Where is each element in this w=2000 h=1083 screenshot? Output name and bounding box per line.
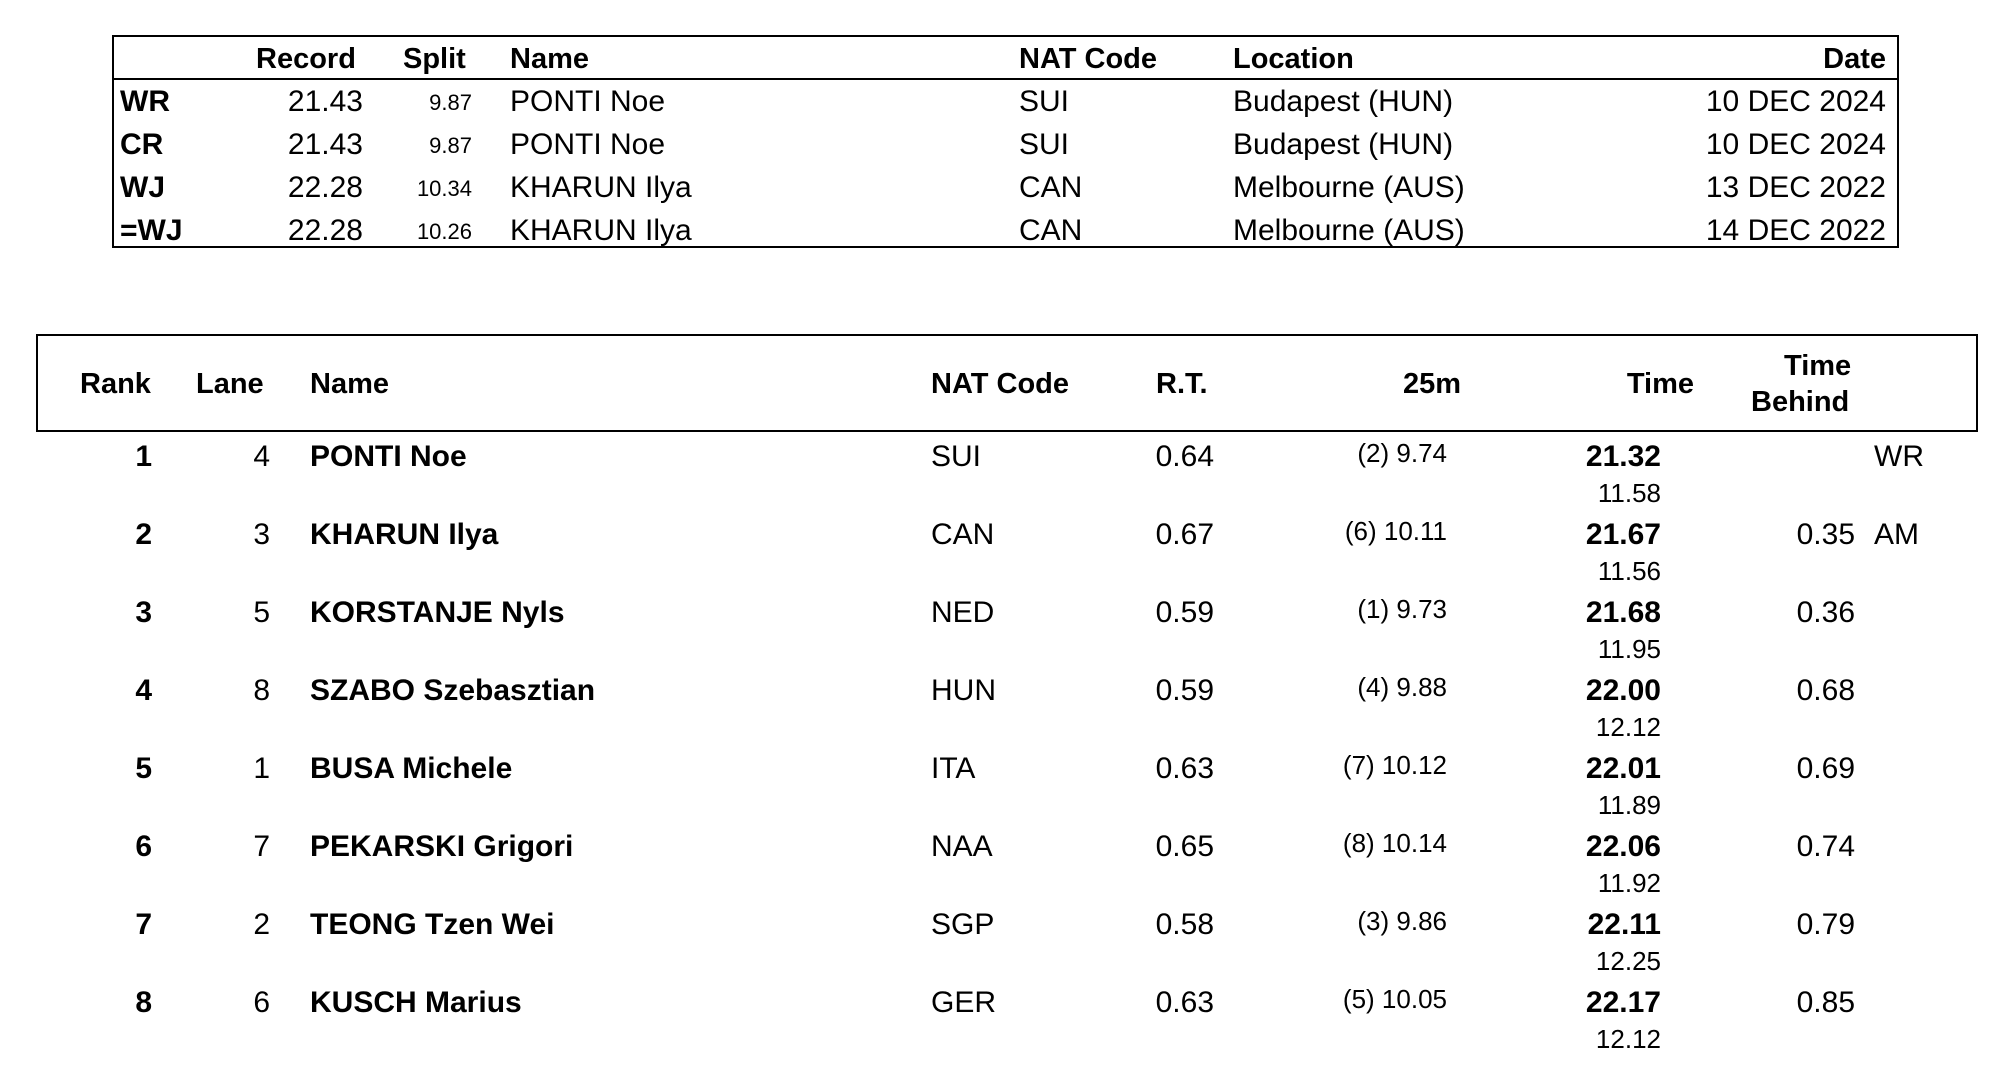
result-name: KHARUN Ilya <box>310 518 499 551</box>
record-date: 10 DEC 2024 <box>1705 128 1886 161</box>
result-nat: CAN <box>931 518 995 551</box>
records-header-divider <box>114 78 1897 80</box>
result-rank: 2 <box>135 518 152 551</box>
result-reaction-time: 0.58 <box>1155 908 1214 941</box>
results-header-time-behind-2: Behind <box>1751 386 1850 418</box>
result-split-50m: 12.12 <box>1595 1024 1661 1054</box>
results-header-time: Time <box>1626 368 1694 400</box>
record-split: 9.87 <box>429 90 472 115</box>
record-name: PONTI Noe <box>510 128 666 161</box>
records-header-split: Split <box>403 43 466 75</box>
result-nat: GER <box>931 986 997 1019</box>
result-split-25m: (3) 9.86 <box>1357 906 1447 936</box>
result-time-behind: 0.36 <box>1796 596 1855 629</box>
result-lane: 7 <box>253 830 270 863</box>
result-reaction-time: 0.59 <box>1155 596 1214 629</box>
result-reaction-time: 0.63 <box>1155 986 1214 1019</box>
result-record-tag: WR <box>1874 440 1924 473</box>
record-time: 22.28 <box>287 171 363 204</box>
result-nat: SUI <box>931 440 982 473</box>
result-row <box>0 518 2000 596</box>
result-split-25m: (7) 10.12 <box>1342 750 1447 780</box>
result-split-25m: (5) 10.05 <box>1342 984 1447 1014</box>
record-split: 10.26 <box>416 219 472 244</box>
result-time-behind: 0.69 <box>1796 752 1855 785</box>
result-time-behind: 0.68 <box>1796 674 1855 707</box>
record-location: Melbourne (AUS) <box>1233 214 1465 247</box>
record-split: 9.87 <box>429 133 472 158</box>
results-header-25m: 25m <box>1402 368 1461 400</box>
result-time: 22.06 <box>1585 830 1661 863</box>
result-split-50m: 12.25 <box>1595 946 1661 976</box>
result-row <box>0 986 2000 1064</box>
result-time: 22.17 <box>1585 986 1661 1019</box>
result-lane: 4 <box>253 440 270 473</box>
result-lane: 5 <box>253 596 270 629</box>
result-nat: NED <box>931 596 995 629</box>
record-time: 21.43 <box>287 85 363 118</box>
result-time-behind: 0.85 <box>1796 986 1855 1019</box>
record-nat: SUI <box>1019 85 1070 118</box>
result-time: 21.68 <box>1585 596 1661 629</box>
results-header-time-behind-1: Time <box>1784 350 1852 382</box>
record-time: 22.28 <box>287 214 363 247</box>
result-name: PEKARSKI Grigori <box>310 830 574 863</box>
record-location: Melbourne (AUS) <box>1233 171 1465 204</box>
record-name: KHARUN Ilya <box>510 214 692 247</box>
result-rank: 7 <box>135 908 152 941</box>
result-rank: 1 <box>135 440 152 473</box>
records-header-date: Date <box>1823 43 1886 75</box>
results-header-rank: Rank <box>80 368 151 400</box>
result-nat: ITA <box>931 752 976 785</box>
results-header-rt: R.T. <box>1156 368 1208 400</box>
result-row <box>0 752 2000 830</box>
result-time: 21.32 <box>1585 440 1661 473</box>
result-row <box>0 596 2000 674</box>
result-split-50m: 12.12 <box>1595 712 1661 742</box>
record-nat: SUI <box>1019 128 1070 161</box>
result-split-25m: (8) 10.14 <box>1342 828 1447 858</box>
record-date: 13 DEC 2022 <box>1705 171 1886 204</box>
record-code: =WJ <box>120 214 183 247</box>
record-code: WR <box>120 85 170 118</box>
result-reaction-time: 0.59 <box>1155 674 1214 707</box>
record-date: 14 DEC 2022 <box>1705 214 1886 247</box>
result-split-50m: 11.92 <box>1597 868 1661 898</box>
result-lane: 1 <box>253 752 270 785</box>
record-code: CR <box>120 128 164 161</box>
result-rank: 8 <box>135 986 152 1019</box>
result-time: 22.00 <box>1585 674 1661 707</box>
result-nat: SGP <box>931 908 995 941</box>
result-lane: 2 <box>253 908 270 941</box>
records-header-location: Location <box>1233 43 1354 75</box>
record-location: Budapest (HUN) <box>1233 128 1454 161</box>
result-reaction-time: 0.63 <box>1155 752 1214 785</box>
records-table <box>112 35 1899 248</box>
result-split-25m: (2) 9.74 <box>1357 438 1447 468</box>
result-time: 21.67 <box>1585 518 1661 551</box>
result-rank: 5 <box>135 752 152 785</box>
result-time: 22.11 <box>1587 908 1661 941</box>
result-rank: 4 <box>135 674 152 707</box>
results-header-name: Name <box>310 368 389 400</box>
result-name: PONTI Noe <box>310 440 467 473</box>
result-row <box>0 440 2000 518</box>
results-header-nat-code: NAT Code <box>931 368 1070 400</box>
result-split-25m: (1) 9.73 <box>1357 594 1447 624</box>
result-name: KUSCH Marius <box>310 986 522 1019</box>
records-header-record: Record <box>256 43 356 75</box>
result-rank: 6 <box>135 830 152 863</box>
result-time-behind: 0.79 <box>1796 908 1855 941</box>
record-time: 21.43 <box>287 128 363 161</box>
result-split-25m: (6) 10.11 <box>1344 516 1447 546</box>
result-name: SZABO Szebasztian <box>310 674 596 707</box>
result-rank: 3 <box>135 596 152 629</box>
result-nat: HUN <box>931 674 996 707</box>
record-location: Budapest (HUN) <box>1233 85 1454 118</box>
result-row <box>0 674 2000 752</box>
result-split-50m: 11.58 <box>1597 478 1661 508</box>
record-nat: CAN <box>1019 171 1083 204</box>
record-name: KHARUN Ilya <box>510 171 692 204</box>
record-date: 10 DEC 2024 <box>1705 85 1886 118</box>
result-time-behind: 0.35 <box>1796 518 1855 551</box>
records-header-name: Name <box>510 43 589 75</box>
result-lane: 8 <box>253 674 270 707</box>
result-name: BUSA Michele <box>310 752 513 785</box>
result-row <box>0 830 2000 908</box>
results-header <box>36 334 1978 432</box>
record-code: WJ <box>120 171 165 204</box>
result-lane: 6 <box>253 986 270 1019</box>
record-name: PONTI Noe <box>510 85 666 118</box>
result-split-50m: 11.56 <box>1597 556 1661 586</box>
record-split: 10.34 <box>416 176 472 201</box>
result-name: KORSTANJE Nyls <box>310 596 565 629</box>
record-nat: CAN <box>1019 214 1083 247</box>
result-record-tag: AM <box>1874 518 1919 551</box>
result-time: 22.01 <box>1585 752 1661 785</box>
result-split-50m: 11.95 <box>1597 634 1661 664</box>
result-reaction-time: 0.64 <box>1155 440 1214 473</box>
result-name: TEONG Tzen Wei <box>310 908 555 941</box>
results-header-lane: Lane <box>196 368 264 400</box>
result-reaction-time: 0.67 <box>1155 518 1214 551</box>
result-nat: NAA <box>931 830 993 863</box>
result-split-50m: 11.89 <box>1597 790 1661 820</box>
result-reaction-time: 0.65 <box>1155 830 1214 863</box>
result-lane: 3 <box>253 518 270 551</box>
result-time-behind: 0.74 <box>1796 830 1855 863</box>
result-split-25m: (4) 9.88 <box>1357 672 1447 702</box>
records-header-nat-code: NAT Code <box>1019 43 1158 75</box>
result-row <box>0 908 2000 986</box>
